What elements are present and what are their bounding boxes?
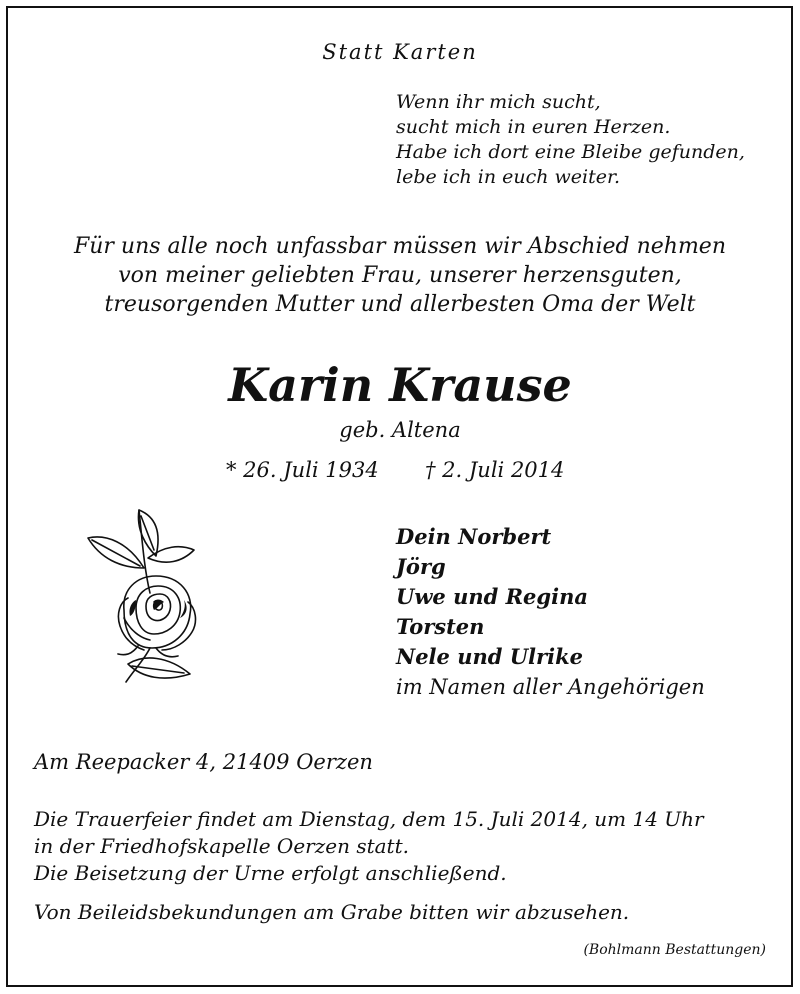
death-date: † 2. Juli 2014 — [425, 458, 565, 482]
intro-line: Für uns alle noch unfassbar müssen wir Abschied nehmen — [73, 234, 726, 259]
ceremony-info — [34, 806, 704, 887]
poem — [396, 90, 745, 190]
poem-line: sucht mich in euren Herzen. — [396, 116, 671, 138]
funeral-home-credit: (Bohlmann Bestattungen) — [583, 942, 766, 958]
family-member: Jörg — [396, 554, 446, 579]
family-member: Torsten — [396, 614, 485, 639]
intro-line: treusorgenden Mutter und allerbesten Oma der Welt — [104, 292, 696, 317]
poem-line: lebe ich in euch weiter. — [396, 166, 621, 188]
intro-text — [0, 232, 800, 319]
family-signatures — [396, 522, 705, 702]
poem-line: Wenn ihr mich sucht, — [396, 91, 601, 113]
address: Am Reepacker 4, 21409 Oerzen — [34, 750, 373, 774]
birth-date: * 26. Juli 1934 — [226, 458, 379, 482]
maiden-name: geb. Altena — [339, 418, 461, 442]
condolence-note: Von Beileidsbekundungen am Grabe bitten wir abzusehen. — [34, 900, 630, 924]
family-member: Dein Norbert — [396, 524, 552, 549]
deceased-name: Karin Krause — [228, 358, 572, 412]
ceremony-line: Die Trauerfeier findet am Dienstag, dem 15. Juli 2014, um 14 Uhr — [34, 807, 704, 831]
intro-line: von meiner geliebten Frau, unserer herzensguten, — [118, 263, 682, 288]
heading: Statt Karten — [322, 40, 478, 64]
ceremony-line: in der Friedhofskapelle Oerzen statt. — [34, 834, 409, 858]
family-footer: im Namen aller Angehörigen — [396, 675, 705, 699]
rose-icon — [84, 498, 214, 684]
ceremony-line: Die Beisetzung der Urne erfolgt anschließend. — [34, 861, 507, 885]
family-member: Uwe und Regina — [396, 584, 588, 609]
family-member: Nele und Ulrike — [396, 644, 583, 669]
poem-line: Habe ich dort eine Bleibe gefunden, — [396, 141, 745, 163]
